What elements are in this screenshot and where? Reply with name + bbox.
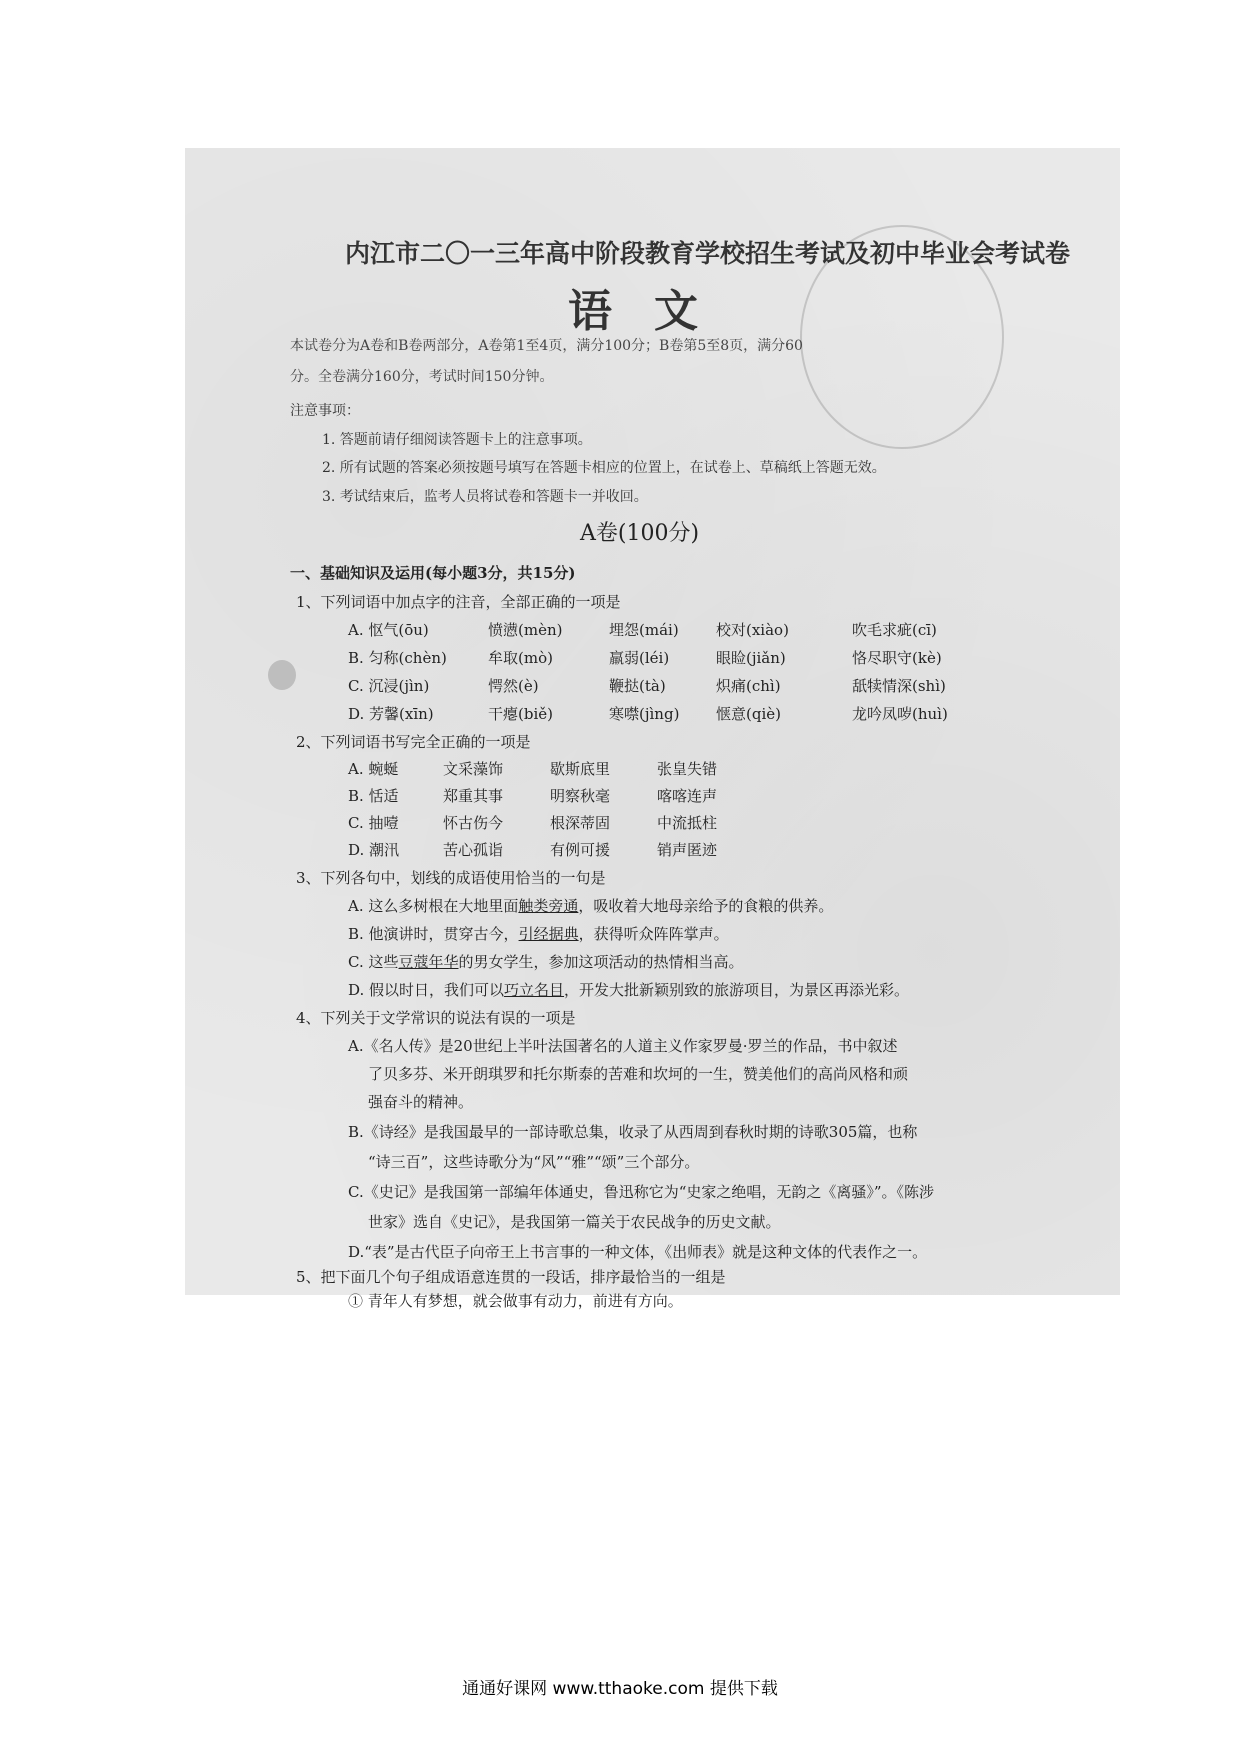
q1-option: 寒噤(jìng) bbox=[609, 705, 680, 723]
question-4-stem: 4、下列关于文学常识的说法有误的一项是 bbox=[296, 1009, 576, 1027]
q3-option-d: D. 假以时日，我们可以巧立名目，开发大批新颖别致的旅游项目，为景区再添光彩。 bbox=[348, 981, 910, 999]
q2-option: B. 恬适 bbox=[348, 787, 399, 805]
question-1-stem: 1、下列词语中加点字的注音，全部正确的一项是 bbox=[296, 593, 621, 611]
q1-option: 惬意(qiè) bbox=[716, 705, 781, 723]
q1-option: 炽痛(chì) bbox=[716, 677, 781, 695]
q1-option: 龙吟凤哕(huì) bbox=[852, 705, 948, 723]
q3-option-c: C. 这些豆蔻年华的男女学生，参加这项活动的热情相当高。 bbox=[348, 953, 744, 971]
subject-title: 语文 bbox=[568, 286, 740, 337]
q1-option: 羸弱(léi) bbox=[609, 649, 670, 667]
q1-option: 干瘪(biě) bbox=[488, 705, 553, 723]
q5-item-1: ① 青年人有梦想，就会做事有动力，前进有方向。 bbox=[348, 1292, 683, 1310]
q1-option: 吹毛求疵(cī) bbox=[852, 621, 937, 639]
q1-option: 鞭挞(tà) bbox=[609, 677, 666, 695]
q2-option: 郑重其事 bbox=[443, 787, 504, 805]
q1-option: A. 怄气(ōu) bbox=[348, 621, 429, 639]
note-item: 2. 所有试题的答案必须按题号填写在答题卡相应的位置上，在试卷上、草稿纸上答题无效。 bbox=[322, 460, 886, 476]
q2-option: 有例可援 bbox=[550, 841, 611, 859]
q1-option: 舐犊情深(shì) bbox=[852, 677, 946, 695]
q1-option: B. 匀称(chèn) bbox=[348, 649, 447, 667]
q2-option: 怀古伤今 bbox=[443, 814, 504, 832]
q4-line: 强奋斗的精神。 bbox=[368, 1093, 474, 1111]
q2-option: 苦心孤诣 bbox=[443, 841, 504, 859]
note-item: 3. 考试结束后，监考人员将试卷和答题卡一并收回。 bbox=[322, 489, 648, 505]
q1-option: 愤懑(mèn) bbox=[488, 621, 563, 639]
q2-option: A. 蜿蜒 bbox=[348, 760, 399, 778]
q3-option-a: A. 这么多树根在大地里面触类旁通，吸收着大地母亲给予的食粮的供养。 bbox=[348, 897, 834, 915]
q4-line: A.《名人传》是20世纪上半叶法国著名的人道主义作家罗曼·罗兰的作品，书中叙述 bbox=[348, 1037, 898, 1055]
q2-option: 根深蒂固 bbox=[550, 814, 611, 832]
q3-option-b: B. 他演讲时，贯穿古今，引经据典，获得听众阵阵掌声。 bbox=[348, 925, 729, 943]
q2-option: 张皇失错 bbox=[657, 760, 718, 778]
intro-line-1: 本试卷分为A卷和B卷两部分，A卷第1至4页，满分100分；B卷第5至8页，满分60 bbox=[290, 338, 803, 354]
q1-option: C. 沉浸(jìn) bbox=[348, 677, 430, 695]
q2-option: 歇斯底里 bbox=[550, 760, 611, 778]
q1-option: 牟取(mò) bbox=[488, 649, 553, 667]
q4-line: B.《诗经》是我国最早的一部诗歌总集，收录了从西周到春秋时期的诗歌305篇，也称 bbox=[348, 1123, 918, 1141]
exam-title: 内江市二〇一三年高中阶段教育学校招生考试及初中毕业会考试卷 bbox=[345, 239, 1071, 268]
q4-line: 了贝多芬、米开朗琪罗和托尔斯泰的苦难和坎坷的一生，赞美他们的高尚风格和顽 bbox=[368, 1065, 909, 1083]
q4-line: D.“表”是古代臣子向帝王上书言事的一种文体，《出师表》就是这种文体的代表作之一。 bbox=[348, 1243, 928, 1261]
section-a-title: A卷(100分) bbox=[580, 521, 700, 546]
q1-option: 愕然(è) bbox=[488, 677, 539, 695]
q1-option: 恪尽职守(kè) bbox=[852, 649, 942, 667]
q1-option: 眼睑(jiǎn) bbox=[716, 649, 786, 667]
q2-option: 喀喀连声 bbox=[657, 787, 718, 805]
q4-line: “诗三百”，这些诗歌分为“风”“雅”“颂”三个部分。 bbox=[368, 1153, 700, 1171]
question-2-stem: 2、下列词语书写完全正确的一项是 bbox=[296, 733, 531, 751]
note-item: 1. 答题前请仔细阅读答题卡上的注意事项。 bbox=[322, 432, 592, 448]
q2-option: 销声匿迹 bbox=[657, 841, 718, 859]
part-one-title: 一、基础知识及运用(每小题3分，共15分) bbox=[290, 564, 576, 582]
q2-option: C. 抽噎 bbox=[348, 814, 399, 832]
question-5-stem: 5、把下面几个句子组成语意连贯的一段话，排序最恰当的一组是 bbox=[296, 1268, 726, 1286]
q1-option: D. 芳馨(xīn) bbox=[348, 705, 434, 723]
q1-option: 校对(xiào) bbox=[716, 621, 789, 639]
notes-heading: 注意事项： bbox=[290, 403, 360, 419]
q4-line: C.《史记》是我国第一部编年体通史，鲁迅称它为“史家之绝唱，无韵之《离骚》”。《陈涉 bbox=[348, 1183, 935, 1201]
q1-option: 埋怨(mái) bbox=[609, 621, 679, 639]
q2-option: D. 潮汛 bbox=[348, 841, 400, 859]
q2-option: 明察秋毫 bbox=[550, 787, 611, 805]
q2-option: 文采藻饰 bbox=[443, 760, 504, 778]
ink-smudge bbox=[268, 660, 296, 690]
q2-option: 中流抵柱 bbox=[657, 814, 718, 832]
intro-line-2: 分。全卷满分160分，考试时间150分钟。 bbox=[290, 369, 554, 385]
q4-line: 世家》选自《史记》，是我国第一篇关于农民战争的历史文献。 bbox=[368, 1213, 781, 1231]
question-3-stem: 3、下列各句中，划线的成语使用恰当的一句是 bbox=[296, 869, 606, 887]
download-footer: 通通好课网 www.tthaoke.com 提供下载 bbox=[462, 1679, 778, 1699]
